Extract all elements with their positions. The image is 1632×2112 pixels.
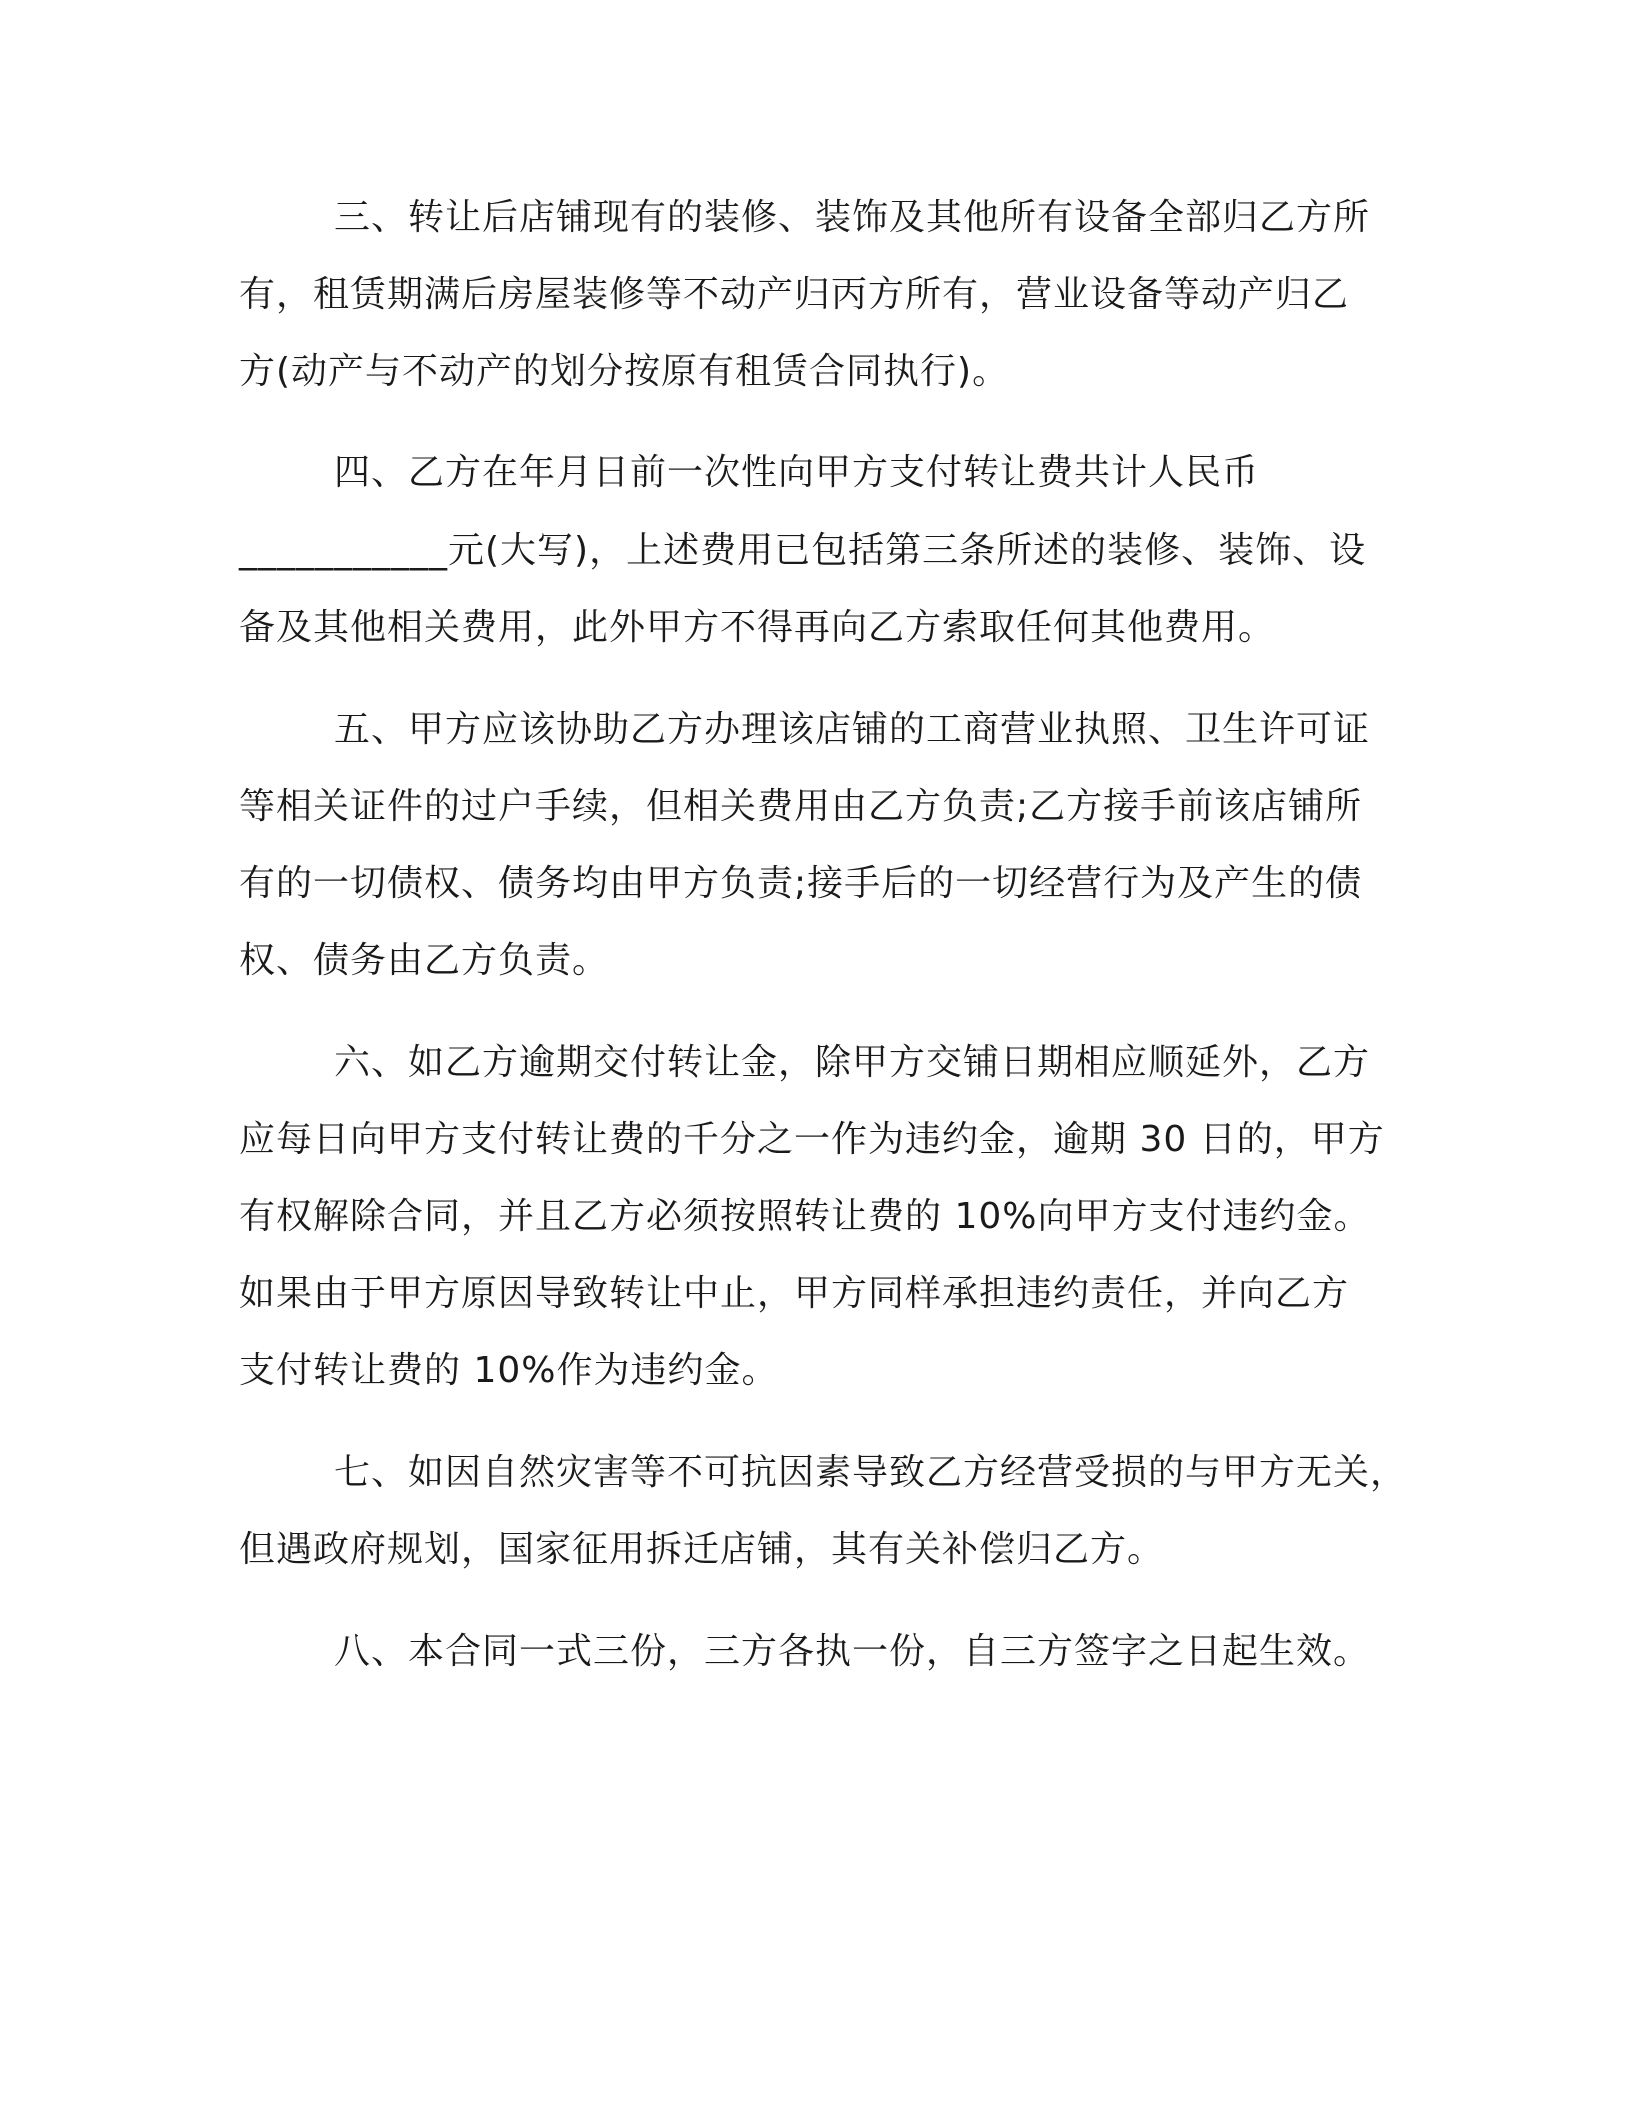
clause-3-line-2: 有，租赁期满后房屋装修等不动产归丙方所有，营业设备等动产归乙 [239,274,1350,315]
clause-7-line-1: 七、如因自然灾害等不可抗因素导致乙方经营受损的与甲方无关， [334,1452,1408,1493]
clause-4-line-1: 四、乙方在年月日前一次性向甲方支付转让费共计人民币 [334,452,1260,493]
clause-4-line-3: 备及其他相关费用，此外甲方不得再向乙方索取任何其他费用。 [239,607,1276,648]
clause-5-line-3: 有的一切债权、债务均由甲方负责;接手后的一切经营行为及产生的债 [239,863,1363,904]
clause-5-line-4: 权、债务由乙方负责。 [239,940,610,981]
clause-6-line-5: 支付转让费的 10%作为违约金。 [239,1350,779,1391]
clause-4-line-2: ___________元(大写)，上述费用已包括第三条所述的装修、装饰、设 [239,530,1367,571]
clause-5-line-2: 等相关证件的过户手续，但相关费用由乙方负责;乙方接手前该店铺所 [239,786,1363,827]
clause-6-line-1: 六、如乙方逾期交付转让金，除甲方交铺日期相应顺延外，乙方 [334,1042,1371,1083]
clause-6-line-3: 有权解除合同，并且乙方必须按照转让费的 10%向甲方支付违约金。 [239,1196,1371,1237]
clause-8-line-1: 八、本合同一式三份，三方各执一份，自三方签字之日起生效。 [334,1631,1371,1672]
clause-5-line-1: 五、甲方应该协助乙方办理该店铺的工商营业执照、卫生许可证 [334,709,1371,750]
clause-3-line-1: 三、转让后店铺现有的装修、装饰及其他所有设备全部归乙方所 [334,197,1371,238]
clause-6-line-4: 如果由于甲方原因导致转让中止，甲方同样承担违约责任，并向乙方 [239,1273,1350,1314]
clause-7-line-2: 但遇政府规划，国家征用拆迁店铺，其有关补偿归乙方。 [239,1529,1165,1570]
clause-3-line-3: 方(动产与不动产的划分按原有租赁合同执行)。 [239,351,1010,392]
clause-6-line-2: 应每日向甲方支付转让费的千分之一作为违约金，逾期 30 日的，甲方 [239,1119,1385,1160]
